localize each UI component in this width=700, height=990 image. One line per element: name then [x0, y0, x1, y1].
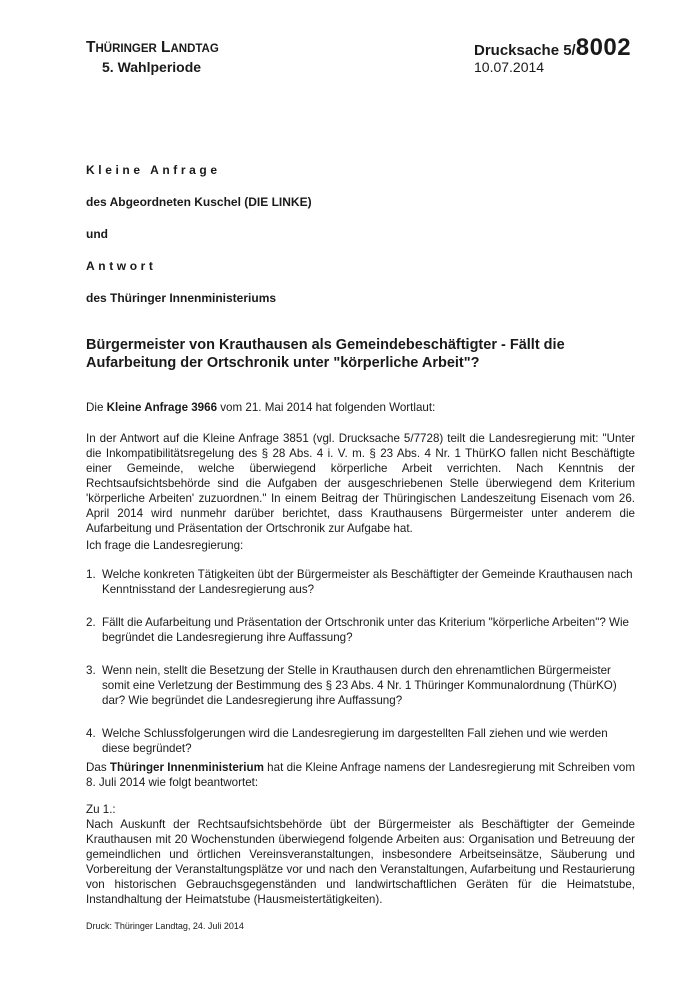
answer-heading: Antwort	[86, 259, 157, 273]
parliament-header	[86, 39, 219, 76]
ask-line: Ich frage die Landesregierung:	[86, 539, 244, 552]
list-item: 3. Wenn nein, stellt die Besetzung der Stelle in Krauthausen durch den ehrenamtlichen Bürgermeister somit eine Verletzung der Bestimmung des § 23 Abs. 4 Nr. 1 Thüringer Kommunalordnung (ThürKO) dar? Wie begründet die Landesregierung ihre Auffassung?	[86, 664, 617, 707]
document-date: 10.07.2014	[474, 59, 545, 75]
inquiry-author: des Abgeordneten Kuschel (DIE LINKE)	[86, 195, 312, 209]
print-footer: Druck: Thüringer Landtag, 24. Juli 2014	[86, 921, 244, 931]
inquiry-text: In der Antwort auf die Kleine Anfrage 3851 (vgl. Drucksache 5/7728) teilt die Landesregierung mit: "Unter die Inkompatibilitätsregelung des § 28 Abs. 4 i. V. m. § 23 Abs. 4 Nr. 1 ThürKO fallen nicht Beschäftigte einer Gemeinde, welche überwiegend körperliche Arbeit verrichten. Nach Kenntnis der Rechtsaufsichtsbehörde sind die Aufgaben der ausgeschriebenen Stelle überwiegend dem Kriterium 'körperliche Arbeiten' zuzuordnen." In einem Beitrag der Thüringischen Landeszeitung Eisenach vom 26. April 2014 wird nunmehr darüber berichtet, dass Krauthausens Bürgermeister unter anderem die Aufarbeitung und Präsentation der Ortschronik zur Aufgabe hat.	[86, 432, 635, 535]
question-list	[86, 567, 635, 774]
legislative-period: 5. Wahlperiode	[102, 59, 202, 75]
inquiry-kind: Kleine Anfrage	[86, 163, 221, 177]
drucksache-number: Drucksache 5/8002	[474, 34, 632, 61]
parliament-name: THÜRINGER LANDTAG	[86, 39, 219, 56]
inquiry-intro: Die Kleine Anfrage 3966 vom 21. Mai 2014 hat folgenden Wortlaut:	[86, 401, 436, 414]
answer-intro: Das Thüringer Innenministerium hat die Kleine Anfrage namens der Landesregierung mit Schreiben vom 8. Juli 2014 wie folgt beantwortet:	[86, 761, 635, 789]
document-title: Bürgermeister von Krauthausen als Gemeindebeschäftigter - Fällt die Aufarbeitung der Ortschronik unter "körperliche Arbeit"?	[86, 337, 565, 371]
answer-1-label: Zu 1.:	[86, 803, 116, 816]
answering-ministry: des Thüringer Innenministeriums	[86, 291, 277, 305]
list-item: 4. Welche Schlussfolgerungen wird die Landesregierung im dargestellten Fall ziehen und wie werden diese begründet?	[86, 727, 608, 755]
document-number-block	[474, 34, 631, 75]
answer-1-text: Nach Auskunft der Rechtsaufsichtsbehörde übt der Bürgermeister als Beschäftigter der Gemeinde Krauthausen mit 20 Wochenstunden überwiegend folgende Arbeiten aus: Organisation und Betreuung der gemeindlichen und örtlichen Vereinsveranstaltungen, insbesondere Arbeitseinsätze, Säuberung und Vorbereitung der Veranstaltungsplätze vor und nach den Veranstaltungen, Aufarbeitung und Restaurierung von historischen Gebrauchsgegenständen und landwirtschaftlichen Geräten für die Heimatstube, Instandhaltung der Heimatstube (Hausmeistertätigkeiten).	[86, 818, 635, 906]
conjunction: und	[86, 227, 108, 241]
list-item: 2. Fällt die Aufarbeitung und Präsentation der Ortschronik unter das Kriterium "körperliche Arbeiten"? Wie begründet die Landesregierung ihre Auffassung?	[86, 616, 629, 644]
list-item: 1. Welche konkreten Tätigkeiten übt der Bürgermeister als Beschäftigter der Gemeinde Krauthausen nach Kenntnisstand der Landesregierung aus?	[86, 568, 633, 596]
